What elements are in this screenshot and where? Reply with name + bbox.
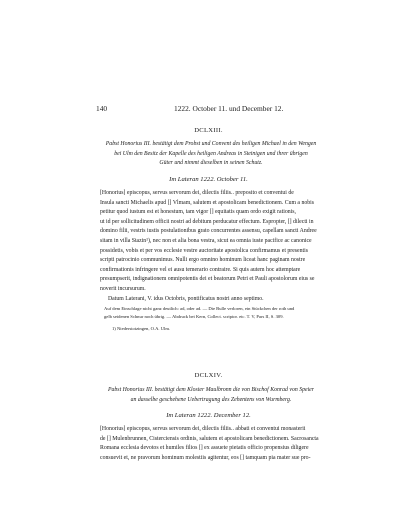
running-title: 1222. October 11. und December 12. [174, 104, 284, 113]
text-line: noverit incursurum. [100, 285, 146, 292]
text-line: domino filii, vestris iustis postulationibus grato concurrentes assensu, capellam sancti Andree [100, 228, 317, 235]
archival-note [104, 305, 324, 322]
document-text [100, 425, 324, 463]
document-number: DCLXIII. [194, 127, 223, 134]
document-date: Im Lateran 1222. December 12. [166, 412, 251, 419]
text-line: possidetis, vobis et per vos ecclesie vestre auctoritate apostolica confirmamus et presentis [100, 247, 308, 254]
text-line: ut id per sollicitudinem officii nostri ad debitum perducatur effectum. Espropter, [] dilecti in [100, 218, 314, 225]
text-line: [Honorius] episcopus, servus servorum dei, dilectis filiis.. abbati et conventui monasterii [100, 426, 306, 432]
text-line: confirmationis infringere vel ei ausu temerario contraire. Si quis autem hoc attemptare [100, 266, 301, 273]
text-line: scripti patrocinio communimus. Nulli ergo omnino hominum liceat hanc paginam nostre [100, 257, 306, 264]
summary-line: an dasselbe geschehene Uebertragung des Zehentens von Wurmberg. [130, 396, 292, 403]
summary-line: Pabst Honorius III. bestätigt dem Kloster Maulbronn die von Bischof Konrad von Speier [107, 387, 315, 393]
document-summary [100, 386, 322, 405]
footnote: 1) Niederstotzingen, O.A. Ulm. [112, 326, 171, 331]
document-text [100, 189, 324, 304]
text-line: sitam in villa Stazin¹), nec non et alia bona vestra, sicut ea omnia iuste pacifice ac canonice [100, 237, 312, 244]
document-number: DCLXIV. [194, 372, 223, 379]
text-line: petitur quod iustum est et honestum, tam vigor [] equitatis quam ordo exigit rationis, [100, 209, 296, 216]
summary-line: Güter und nimmt dieselben in seinen Schutz. [159, 160, 263, 167]
summary-line: bei Ulm den Besitz der Kapelle des heiligen Andreas in Steinigen und ihrer übrigen [114, 150, 308, 157]
text-line: Datum Laterani, V. idus Octobris, pontificatus nostri anno septimo. [108, 295, 264, 302]
text-line: Insula sancti Michaelis apud [] Vlmam, salutem et apostolicam benedictionem. Cum a nobis [100, 199, 315, 206]
page-number: 140 [96, 104, 108, 113]
text-line: Romana ecclesia devotos et humiles filios [] ex assuete pietatis officio propensius diligere [100, 445, 309, 452]
text-line: consuevit et, ne pravorum hominum molestiis agitentur, eos [] tamquam pia mater sue pro- [100, 454, 311, 461]
document-summary [100, 140, 322, 169]
summary-line: Pabst Honorius III. bestätigt dem Probst und Convent des heiligen Michael in den Wengen [105, 141, 317, 147]
footnote-line: gelb seidenen Schnur noch übrig. — Abdruck bei Kern, Collect. scriptor. etc. T. V, Pars II, S. 309. [104, 314, 284, 320]
document-date: Im Lateran 1222. October 11. [169, 176, 248, 183]
text-line: [Honorius] episcopus, servus servorum dei, dilectis filiis.. preposito et conventui de [100, 190, 294, 196]
text-line: de [] Mulenbrunnen, Cisterciensis ordinis, salutem et apostolicam benedictionem. Sacrosancta [100, 435, 319, 442]
text-line: presumpserit, indignationem omnipotentis dei et beatorum Petri et Pauli apostolorum eius se [100, 276, 315, 283]
footnote-line: Auf dem Einschlage nicht ganz deutlich: ad, oder ad. — Die Bulle verloren, ein Stückchen der roth und [104, 306, 295, 311]
